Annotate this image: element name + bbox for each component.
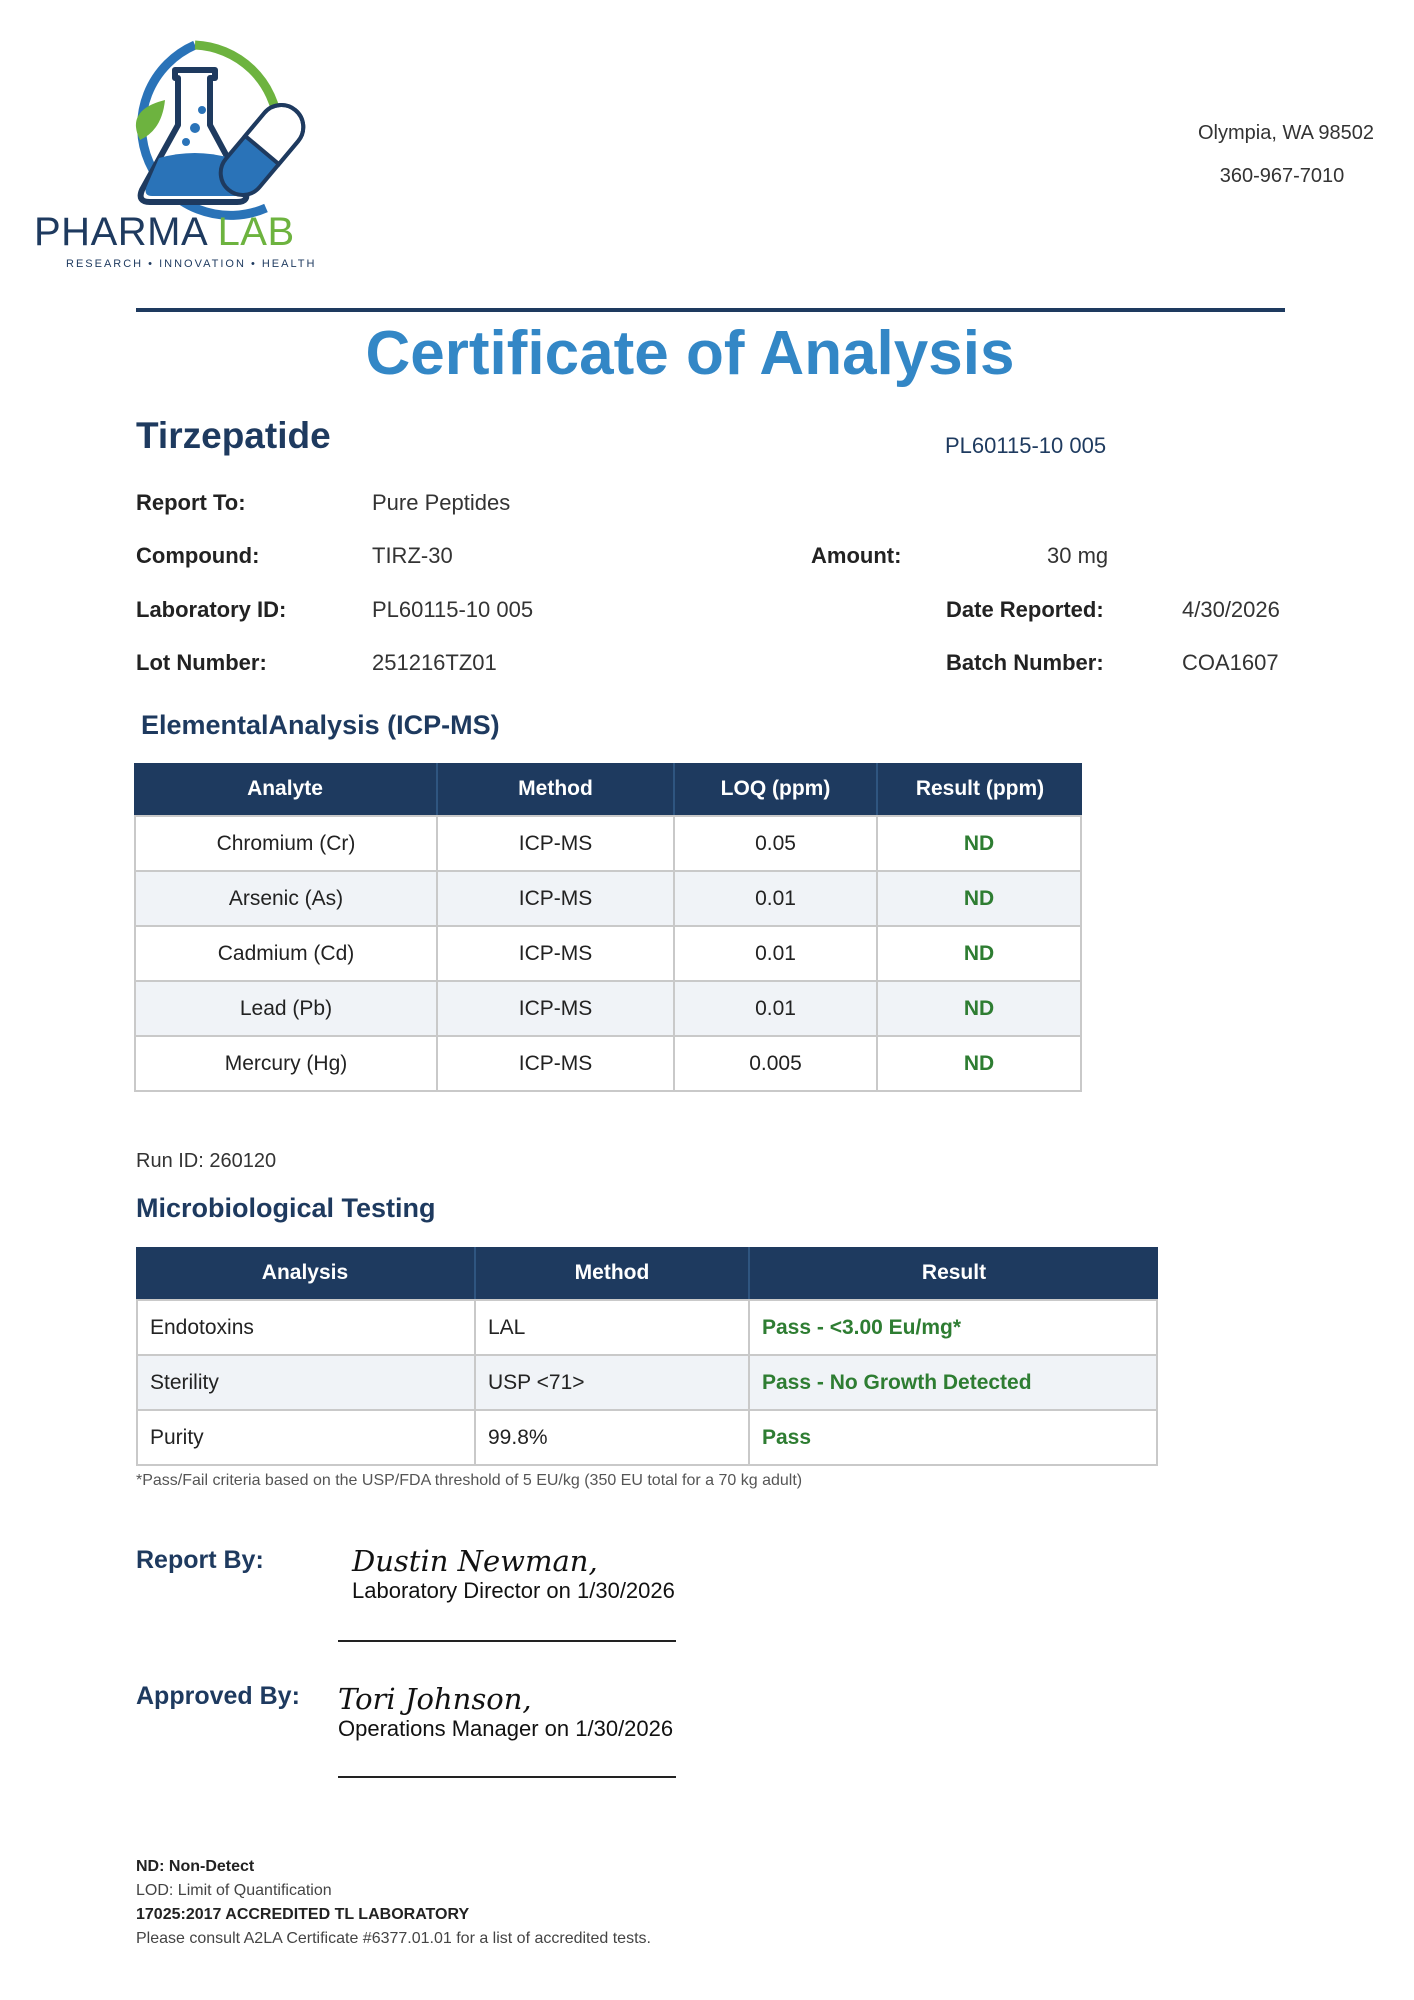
table-row: [134, 1037, 1082, 1092]
lot-number-value: 251216TZ01: [372, 650, 497, 675]
analysis-cell: Sterility: [136, 1356, 476, 1411]
method-cell: ICP-MS: [438, 872, 675, 927]
table-row: [134, 815, 1082, 872]
logo-brand: [34, 210, 295, 255]
legend-nd: ND: Non-Detect: [136, 1858, 255, 1875]
approved-by-signature: Tori Johnson,: [338, 1682, 532, 1716]
approved-by-label: Approved By:: [136, 1682, 300, 1710]
col-header-method: Method: [438, 763, 675, 815]
analyte-cell: Cadmium (Cd): [134, 927, 438, 982]
page-title: Certificate of Analysis: [365, 319, 1015, 388]
logo-tagline: RESEARCH • INNOVATION • HEALTH: [66, 258, 317, 270]
method-cell: ICP-MS: [438, 982, 675, 1037]
analysis-cell: Endotoxins: [136, 1299, 476, 1356]
col-header-method: Method: [476, 1247, 750, 1299]
method-cell: LAL: [476, 1299, 750, 1356]
micro-table: [136, 1247, 1158, 1466]
analysis-cell: Purity: [136, 1411, 476, 1466]
date-reported-value: 4/30/2026: [1182, 597, 1280, 622]
micro-heading: Microbiological Testing: [136, 1193, 436, 1223]
report-by-signature: Dustin Newman,: [352, 1544, 598, 1578]
report-to-value: Pure Peptides: [372, 490, 511, 515]
header-rule: [136, 308, 1285, 312]
lot-number-label: Lot Number:: [136, 650, 267, 675]
legend-accreditation: 17025:2017 ACCREDITED TL LABORATORY: [136, 1906, 470, 1923]
table-row: [134, 872, 1082, 927]
report-signature-line: [338, 1640, 676, 1642]
loq-cell: 0.05: [675, 815, 878, 872]
address-line: Olympia, WA 98502: [1197, 122, 1374, 144]
legend-consult: Please consult A2LA Certificate #6377.01.01 for a list of accredited tests.: [136, 1930, 651, 1947]
amount-value: 30 mg: [1047, 543, 1109, 568]
method-cell: 99.8%: [476, 1411, 750, 1466]
pharma-lab-logo: [30, 30, 350, 280]
method-cell: ICP-MS: [438, 815, 675, 872]
logo-brand-secondary: LAB: [217, 210, 295, 254]
result-cell: Pass - No Growth Detected: [750, 1356, 1158, 1411]
lab-id-value: PL60115-10 005: [372, 597, 534, 622]
batch-number-label: Batch Number:: [946, 650, 1104, 675]
analyte-cell: Arsenic (As): [134, 872, 438, 927]
result-cell: ND: [878, 982, 1082, 1037]
method-cell: ICP-MS: [438, 927, 675, 982]
table-row: [136, 1299, 1158, 1356]
result-cell: ND: [878, 927, 1082, 982]
report-by-label: Report By:: [136, 1546, 264, 1574]
result-cell: Pass - <3.00 Eu/mg*: [750, 1299, 1158, 1356]
table-row: [134, 927, 1082, 982]
analyte-cell: Chromium (Cr): [134, 815, 438, 872]
result-cell: ND: [878, 1037, 1082, 1092]
col-header-result: Result: [750, 1247, 1158, 1299]
col-header-loq: LOQ (ppm): [675, 763, 878, 815]
method-cell: ICP-MS: [438, 1037, 675, 1092]
phone-number: 360-967-7010: [1219, 165, 1345, 187]
elemental-header-row: [134, 763, 1082, 815]
compound-label: Compound:: [136, 543, 260, 568]
amount-label: Amount:: [811, 543, 902, 568]
lab-id-label: Laboratory ID:: [136, 597, 287, 622]
approved-signature-line: [338, 1776, 676, 1778]
result-cell: ND: [878, 872, 1082, 927]
elemental-table: [134, 763, 1082, 1092]
criteria-footnote: *Pass/Fail criteria based on the USP/FDA threshold of 5 EU/kg (350 EU total for a 70 kg adult): [136, 1472, 803, 1489]
table-row: [136, 1411, 1158, 1466]
loq-cell: 0.01: [675, 927, 878, 982]
batch-number-value: COA1607: [1182, 650, 1279, 675]
logo-brand-primary: PHARMA: [34, 210, 206, 254]
loq-cell: 0.01: [675, 982, 878, 1037]
loq-cell: 0.005: [675, 1037, 878, 1092]
table-row: [136, 1356, 1158, 1411]
col-header-result: Result (ppm): [878, 763, 1082, 815]
table-row: [134, 982, 1082, 1037]
result-cell: Pass: [750, 1411, 1158, 1466]
elemental-heading: ElementalAnalysis (ICP-MS): [141, 710, 500, 740]
product-name: Tirzepatide: [136, 415, 331, 456]
run-id: Run ID: 260120: [136, 1150, 277, 1172]
legend-lod: LOD: Limit of Quantification: [136, 1882, 332, 1899]
compound-value: TIRZ-30: [372, 543, 453, 568]
report-by-role: Laboratory Director on 1/30/2026: [352, 1578, 675, 1603]
report-to-label: Report To:: [136, 490, 246, 515]
date-reported-label: Date Reported:: [946, 597, 1104, 622]
col-header-analyte: Analyte: [134, 763, 438, 815]
micro-header-row: [136, 1247, 1158, 1299]
analyte-cell: Lead (Pb): [134, 982, 438, 1037]
result-cell: ND: [878, 815, 1082, 872]
analyte-cell: Mercury (Hg): [134, 1037, 438, 1092]
method-cell: USP <71>: [476, 1356, 750, 1411]
col-header-analysis: Analysis: [136, 1247, 476, 1299]
approved-by-role: Operations Manager on 1/30/2026: [338, 1716, 674, 1741]
product-id: PL60115-10 005: [945, 433, 1107, 458]
loq-cell: 0.01: [675, 872, 878, 927]
